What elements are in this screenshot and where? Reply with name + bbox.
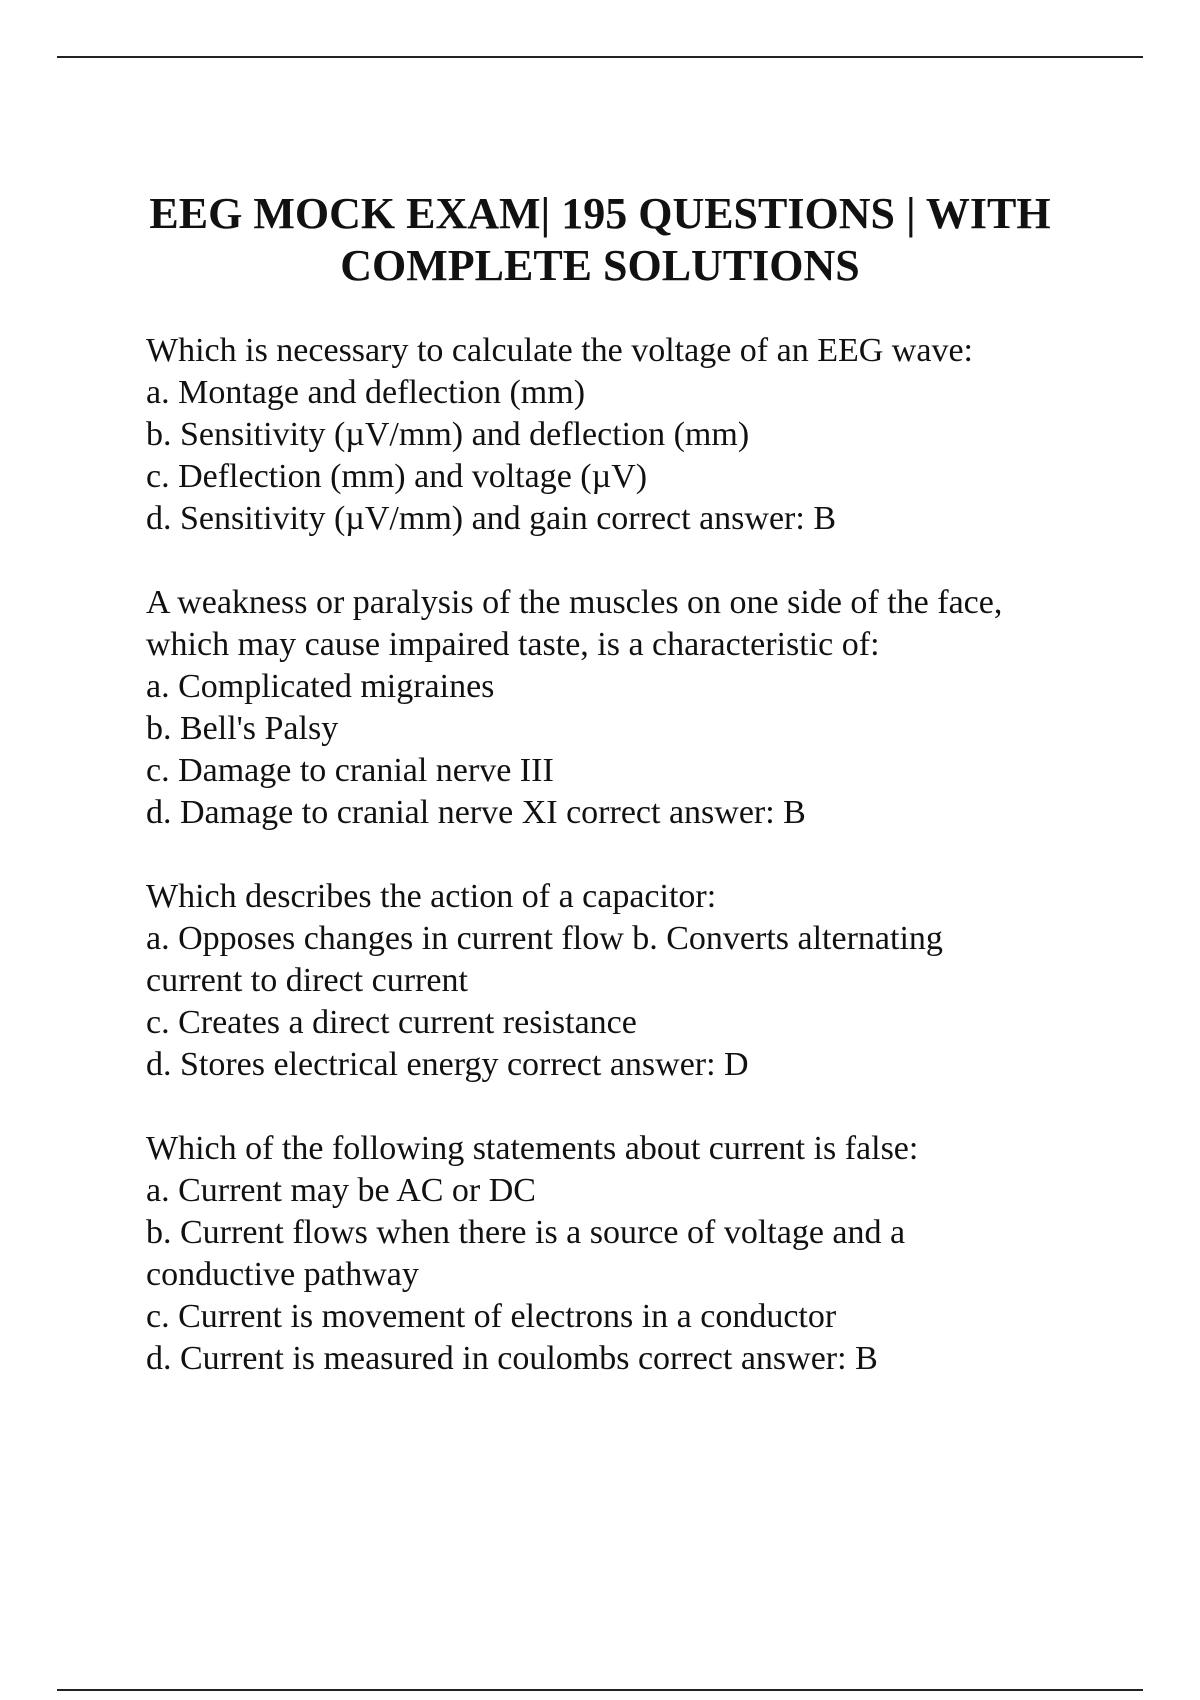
question-3-option-a-b: a. Opposes changes in current flow b. Converts alternating <box>146 920 943 957</box>
question-1-option-a: a. Montage and deflection (mm) <box>146 374 586 411</box>
document-title <box>140 188 1060 292</box>
question-2-prompt-line-1: A weakness or paralysis of the muscles on one side of the face, <box>146 584 1003 621</box>
title-line-1: EEG MOCK EXAM| 195 QUESTIONS | WITH <box>149 189 1051 238</box>
question-4-option-b: b. Current flows when there is a source of voltage and a <box>146 1214 906 1251</box>
top-rule <box>57 56 1143 58</box>
question-1-option-b: b. Sensitivity (µV/mm) and deflection (mm) <box>146 416 750 453</box>
question-2 <box>146 582 1086 834</box>
question-4-prompt: Which of the following statements about current is false: <box>146 1130 919 1167</box>
question-4-option-b-continued: conductive pathway <box>146 1256 419 1293</box>
bottom-rule <box>57 1689 1143 1691</box>
question-3-option-b-continued: current to direct current <box>146 962 468 999</box>
question-3-option-c: c. Creates a direct current resistance <box>146 1004 637 1041</box>
question-4-option-d-answer: d. Current is measured in coulombs correct answer: B <box>146 1340 878 1377</box>
question-2-option-c: c. Damage to cranial nerve III <box>146 752 554 789</box>
title-line-2: COMPLETE SOLUTIONS <box>340 241 860 290</box>
question-1-option-c: c. Deflection (mm) and voltage (µV) <box>146 458 648 495</box>
question-1 <box>146 330 1086 540</box>
question-4-option-c: c. Current is movement of electrons in a conductor <box>146 1298 837 1335</box>
question-2-option-d-answer: d. Damage to cranial nerve XI correct answer: B <box>146 794 806 831</box>
question-4-option-a: a. Current may be AC or DC <box>146 1172 536 1209</box>
question-1-prompt: Which is necessary to calculate the voltage of an EEG wave: <box>146 332 973 369</box>
question-list <box>146 330 1086 1380</box>
question-2-prompt-line-2: which may cause impaired taste, is a characteristic of: <box>146 626 880 663</box>
question-3-prompt: Which describes the action of a capacitor: <box>146 878 717 915</box>
question-3 <box>146 876 1086 1086</box>
question-2-option-a: a. Complicated migraines <box>146 668 495 705</box>
question-1-option-d-answer: d. Sensitivity (µV/mm) and gain correct answer: B <box>146 500 836 537</box>
question-3-option-d-answer: d. Stores electrical energy correct answer: D <box>146 1046 749 1083</box>
question-4 <box>146 1128 1086 1380</box>
question-2-option-b: b. Bell's Palsy <box>146 710 339 747</box>
